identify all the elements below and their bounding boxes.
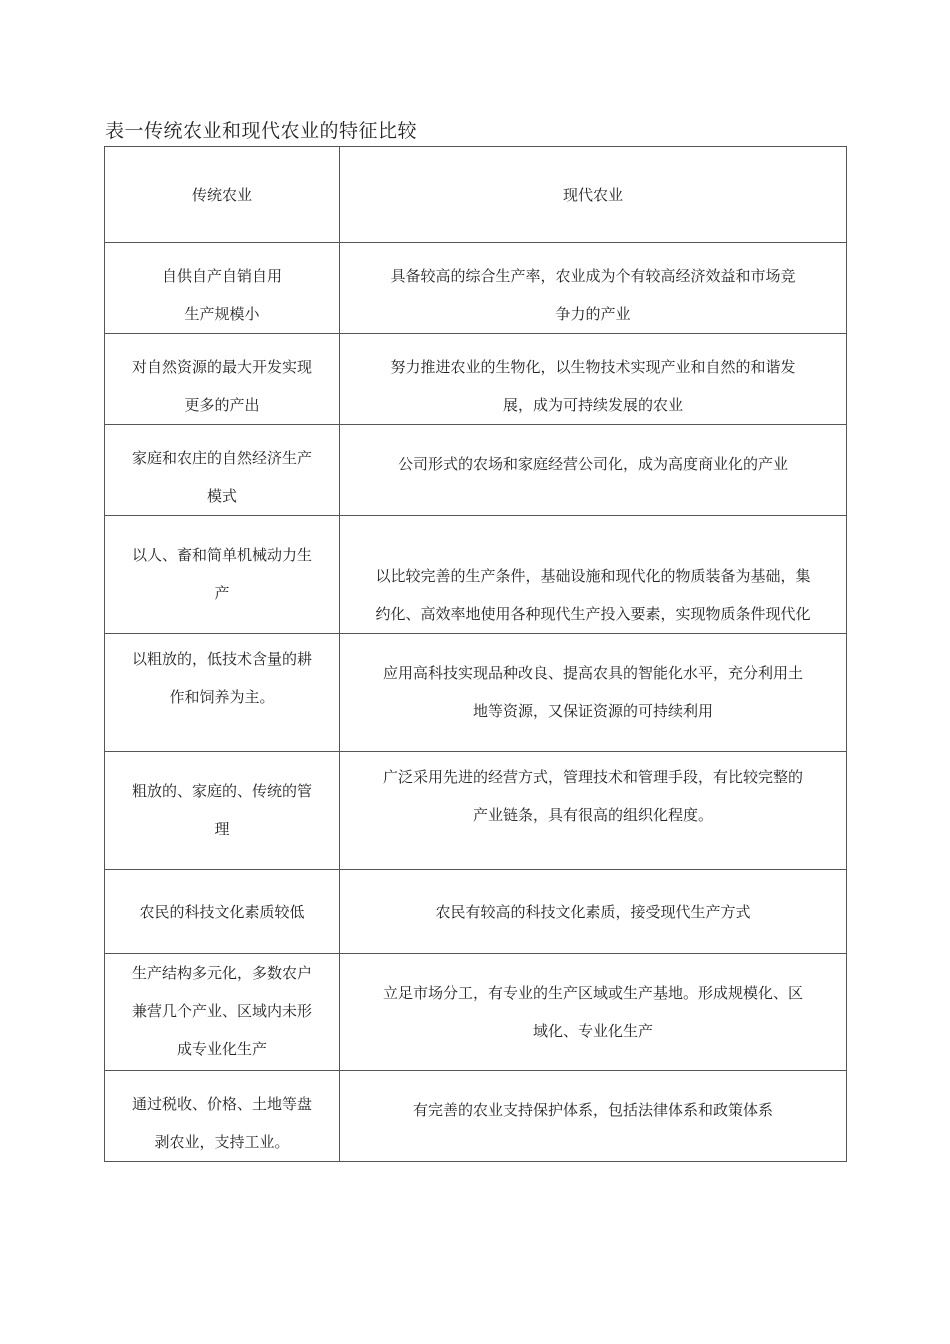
header-modern-label: 现代农业 [562, 185, 623, 204]
table-header-row [105, 147, 847, 243]
cell-line: 域化、专业化生产 [532, 1022, 653, 1040]
traditional-cell [105, 516, 340, 634]
cell-line: 理 [214, 820, 230, 838]
cell-line: 兼营几个产业、区域内未形 [131, 1002, 312, 1020]
table-row [105, 425, 847, 516]
cell-line: 农民有较高的科技文化素质，接受现代生产方式 [435, 902, 751, 921]
traditional-cell [105, 334, 340, 425]
cell-line: 广泛采用先进的经营方式，管理技术和管理手段，有比较完整的 [382, 768, 803, 786]
traditional-cell [105, 1071, 340, 1162]
cell-line: 作和饲养为主。 [169, 688, 275, 706]
cell-line: 对自然资源的最大开发实现 [131, 358, 312, 376]
cell-line: 通过税收、价格、土地等盘 [131, 1095, 312, 1113]
cell-line: 模式 [206, 487, 237, 505]
header-traditional [105, 147, 340, 243]
modern-cell [340, 334, 847, 425]
cell-line: 产业链条，具有很高的组织化程度。 [472, 806, 713, 824]
cell-line: 争力的产业 [555, 305, 631, 323]
cell-line: 有完善的农业支持保护体系，包括法律体系和政策体系 [412, 1101, 773, 1119]
cell-line: 具备较高的综合生产率，农业成为个有较高经济效益和市场竞 [390, 267, 796, 285]
cell-line: 立足市场分工，有专业的生产区域或生产基地。形成规模化、区 [382, 984, 803, 1002]
table-row [105, 1071, 847, 1162]
modern-cell [340, 425, 847, 516]
modern-cell [340, 1071, 847, 1162]
cell-line: 应用高科技实现品种改良、提高农具的智能化水平，充分利用土 [382, 664, 803, 682]
table-row [105, 516, 847, 634]
table-row [105, 243, 847, 334]
header-modern [340, 147, 847, 243]
modern-cell [340, 634, 847, 752]
cell-line: 家庭和农庄的自然经济生产 [131, 449, 312, 467]
cell-line: 生产规模小 [184, 305, 260, 323]
modern-cell [340, 516, 847, 634]
header-traditional-label: 传统农业 [191, 185, 252, 204]
cell-line: 剥农业，支持工业。 [154, 1133, 290, 1151]
cell-line: 地等资源，又保证资源的可持续利用 [472, 702, 713, 720]
cell-line: 公司形式的农场和家庭经营公司化，成为高度商业化的产业 [397, 455, 788, 473]
cell-line: 展，成为可持续发展的农业 [502, 396, 683, 414]
cell-line: 以人、畜和简单机械动力生 [131, 546, 312, 564]
traditional-cell [105, 752, 340, 870]
traditional-cell [105, 634, 340, 752]
traditional-cell [105, 425, 340, 516]
table-row [105, 634, 847, 752]
traditional-cell [105, 954, 340, 1071]
cell-line: 更多的产出 [184, 396, 260, 414]
document-title: 表一传统农业和现代农业的特征比较 [105, 120, 418, 142]
traditional-cell [105, 870, 340, 954]
cell-line: 农民的科技文化素质较低 [139, 902, 305, 921]
cell-line: 以粗放的，低技术含量的耕 [131, 650, 312, 668]
cell-line: 粗放的、家庭的、传统的管 [131, 782, 312, 800]
cell-line: 生产结构多元化，多数农户 [131, 964, 312, 982]
modern-cell [340, 243, 847, 334]
modern-cell [340, 870, 847, 954]
modern-cell [340, 954, 847, 1071]
cell-line: 约化、高效率地使用各种现代生产投入要素，实现物质条件现代化 [375, 605, 811, 623]
table-row [105, 954, 847, 1071]
cell-line: 以比较完善的生产条件，基础设施和现代化的物质装备为基础，集 [375, 567, 811, 585]
modern-cell [340, 752, 847, 870]
table-row [105, 752, 847, 870]
table-row [105, 870, 847, 954]
comparison-table [104, 146, 847, 1162]
cell-line: 自供自产自销自用 [161, 267, 282, 285]
table-row [105, 334, 847, 425]
traditional-cell [105, 243, 340, 334]
cell-line: 成专业化生产 [176, 1040, 267, 1058]
cell-line: 努力推进农业的生物化，以生物技术实现产业和自然的和谐发 [390, 358, 796, 376]
cell-line: 产 [214, 584, 230, 602]
